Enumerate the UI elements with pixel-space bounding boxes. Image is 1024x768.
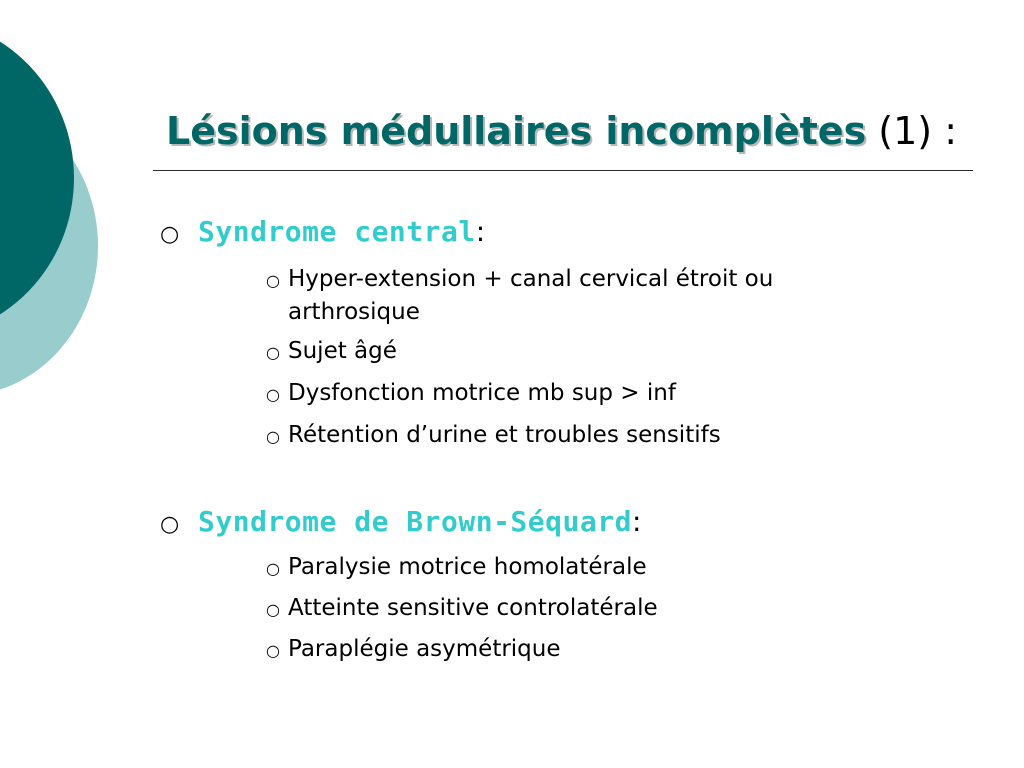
list-item-text: Rétention d’urine et troubles sensitifs [288, 422, 721, 448]
list-item [266, 592, 990, 626]
list-item-text: Dysfonction motrice mb sup > inf [288, 380, 676, 406]
list-item [266, 419, 990, 453]
bullet-list [160, 263, 990, 453]
list-item [266, 377, 990, 411]
hollow-circle-bullet-icon: ○ [266, 427, 280, 446]
hollow-circle-bullet-icon: ○ [266, 559, 280, 578]
slide-title-suffix: (1) : [866, 109, 957, 153]
section-brown-sequard [160, 504, 990, 667]
hollow-circle-bullet-icon: ○ [266, 271, 280, 290]
hollow-circle-bullet-icon: ○ [160, 512, 180, 537]
hollow-circle-bullet-icon: ○ [160, 222, 180, 247]
hollow-circle-bullet-icon: ○ [266, 600, 280, 619]
section-title: Syndrome de Brown-Séquard [198, 505, 632, 538]
hollow-circle-bullet-icon: ○ [266, 641, 280, 660]
hollow-circle-bullet-icon: ○ [266, 343, 280, 362]
list-item [266, 335, 990, 369]
hollow-circle-bullet-icon: ○ [266, 385, 280, 404]
slide-title [166, 104, 966, 158]
section-syndrome-central [160, 214, 990, 453]
section-heading [160, 504, 990, 543]
bullet-list [160, 551, 990, 667]
title-underline [153, 170, 973, 171]
list-item-text: Hyper-extension + canal cervical étroit ou arthrosique [288, 266, 774, 325]
list-item [266, 263, 990, 329]
section-colon: : [631, 505, 642, 538]
section-colon: : [475, 215, 486, 248]
list-item-text: Paraplégie asymétrique [288, 636, 561, 662]
list-item-text: Paralysie motrice homolatérale [288, 554, 647, 580]
slide-title-main: Lésions médullaires incomplètes [166, 109, 867, 153]
list-item-text: Sujet âgé [288, 338, 397, 364]
list-item [266, 633, 990, 667]
section-title: Syndrome central [198, 215, 476, 248]
section-heading [160, 214, 990, 253]
list-item [266, 551, 990, 585]
list-item-text: Atteinte sensitive controlatérale [288, 595, 658, 621]
